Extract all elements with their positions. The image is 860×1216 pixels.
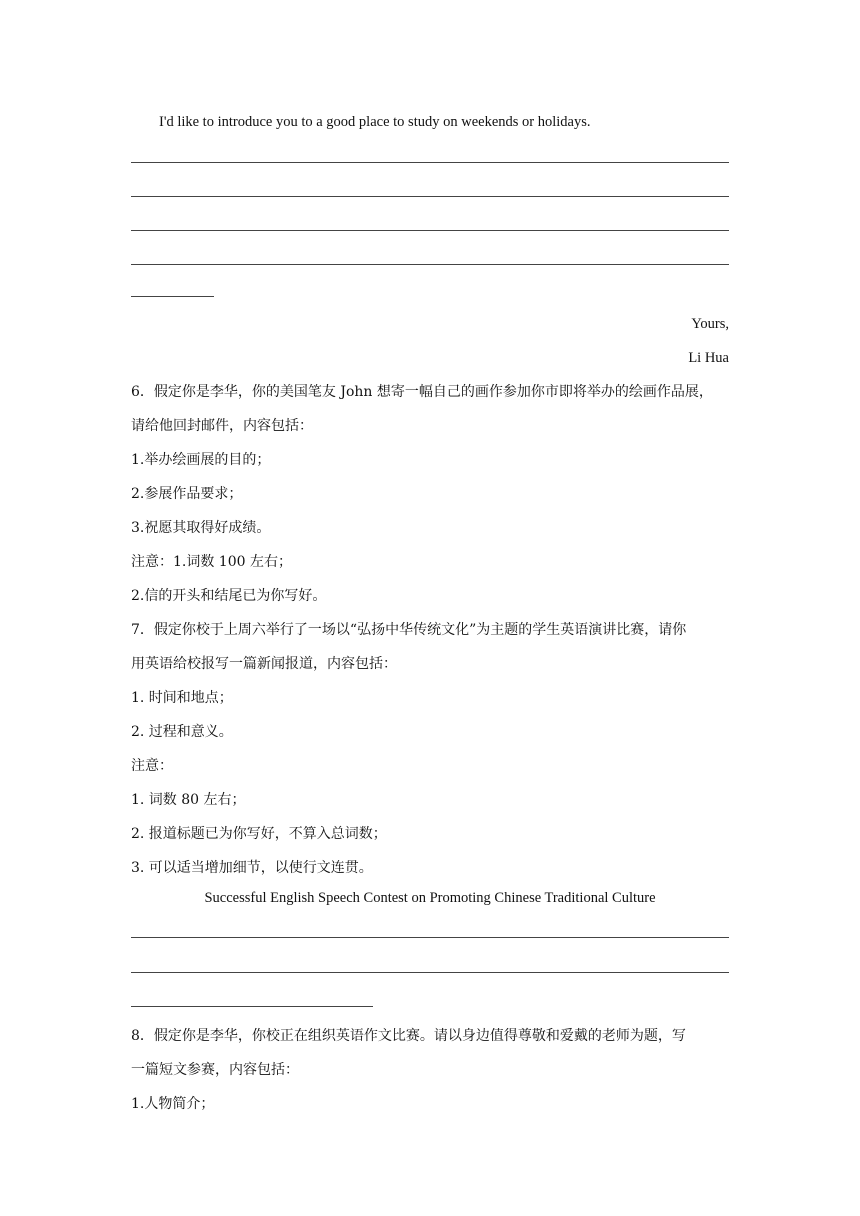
q6-item: 1.举办绘画展的目的； bbox=[131, 452, 271, 468]
intro-sentence: I'd like to introduce you to a good place to study on weekends or holidays. bbox=[159, 114, 591, 130]
q6-item: 3.祝愿其取得好成绩。 bbox=[131, 520, 271, 536]
valediction: Yours, bbox=[691, 316, 729, 332]
q6-note: 注意：1.词数 100 左右； bbox=[131, 554, 292, 570]
q7-note: 2. 报道标题已为你写好，不算入总词数； bbox=[131, 826, 387, 842]
q7-note: 1. 词数 80 左右； bbox=[131, 792, 246, 808]
q8-item: 1.人物简介； bbox=[131, 1096, 215, 1112]
answer-line bbox=[131, 972, 729, 973]
q8-prompt-line-2: 一篇短文参赛，内容包括： bbox=[131, 1062, 299, 1078]
q6-note: 2.信的开头和结尾已为你写好。 bbox=[131, 588, 327, 604]
answer-line bbox=[131, 264, 729, 265]
q6-prompt-line-1: 6．假定你是李华，你的美国笔友 John 想寄一幅自己的画作参加你市即将举办的绘画作品展， bbox=[131, 384, 713, 400]
answer-line bbox=[131, 230, 729, 231]
q7-item: 2. 过程和意义。 bbox=[131, 724, 233, 740]
answer-line-short bbox=[131, 1006, 373, 1007]
q6-item: 2.参展作品要求； bbox=[131, 486, 243, 502]
q7-report-title: Successful English Speech Contest on Promoting Chinese Traditional Culture bbox=[204, 890, 656, 906]
answer-line-short bbox=[131, 296, 214, 297]
q6-prompt-line-2: 请给他回封邮件，内容包括： bbox=[131, 418, 313, 434]
q7-prompt-line-1: 7．假定你校于上周六举行了一场以“弘扬中华传统文化”为主题的学生英语演讲比赛，请你 bbox=[131, 622, 687, 638]
answer-line bbox=[131, 196, 729, 197]
q8-prompt-line-1: 8．假定你是李华，你校正在组织英语作文比赛。请以身边值得尊敬和爱戴的老师为题，写 bbox=[131, 1028, 686, 1044]
answer-line bbox=[131, 162, 729, 163]
signature: Li Hua bbox=[688, 350, 729, 366]
q7-note-label: 注意： bbox=[131, 758, 173, 774]
answer-line bbox=[131, 937, 729, 938]
q7-prompt-line-2: 用英语给校报写一篇新闻报道，内容包括： bbox=[131, 656, 397, 672]
q7-note: 3. 可以适当增加细节，以使行文连贯。 bbox=[131, 860, 373, 876]
q7-item: 1. 时间和地点； bbox=[131, 690, 233, 706]
